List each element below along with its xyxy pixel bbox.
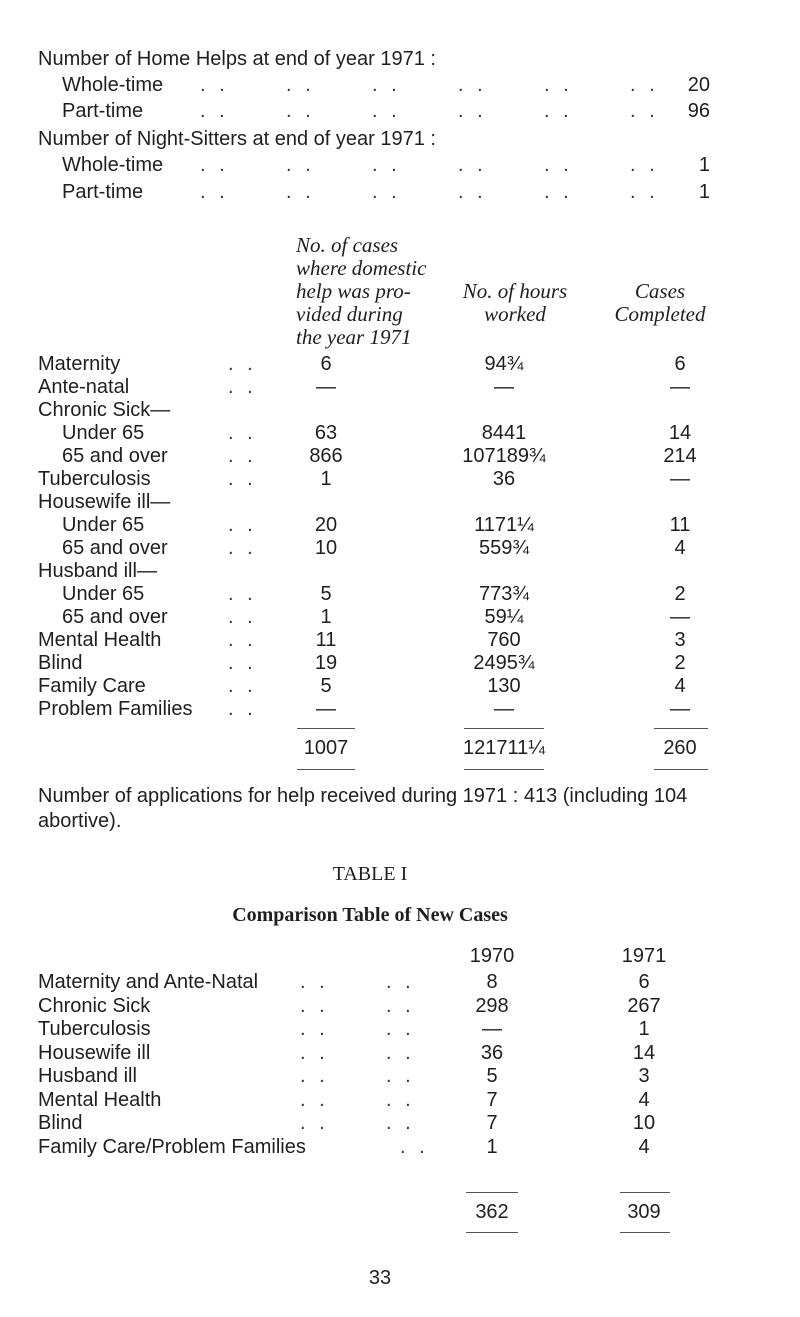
cases-row-label: 65 and over — [62, 445, 168, 467]
table1-row-y1971: 4 — [638, 1089, 650, 1111]
header-hours — [445, 280, 585, 326]
table1-row-y1971: 6 — [638, 971, 650, 993]
leader-dots: . . . . — [300, 1089, 415, 1111]
cases-row-hours: 1171¼ — [474, 514, 534, 536]
table1-totals-rule — [620, 1192, 670, 1193]
table1-total-1971: 309 — [627, 1201, 661, 1223]
cases-row-label: Housewife ill— — [38, 491, 171, 513]
cases-row-hours: 36 — [492, 468, 516, 490]
header-cases — [296, 234, 426, 349]
home-helps-whole-value: 20 — [687, 74, 710, 96]
cases-row-hours: 59¼ — [484, 606, 524, 628]
cases-row-cases: 19 — [314, 652, 338, 674]
leader-dots: . . — [228, 675, 257, 697]
table1-row-y1970: 7 — [486, 1089, 498, 1111]
cases-row-label: Husband ill— — [38, 560, 157, 582]
night-sitters-title: Number of Night-Sitters at end of year 1971 : — [38, 128, 436, 150]
leader-dots: . . — [228, 445, 257, 467]
cases-row-completed: 214 — [663, 445, 697, 467]
table1-row-y1971: 10 — [632, 1112, 656, 1134]
leader-dots: . . — [228, 376, 257, 398]
header-cases-line: the year 1971 — [296, 325, 412, 349]
header-cases-line: where domestic — [296, 256, 427, 280]
cases-row-label: 65 and over — [62, 606, 168, 628]
leader-dots: . . — [228, 606, 257, 628]
cases-row-label: Family Care — [38, 675, 146, 697]
cases-row-completed: 4 — [674, 675, 686, 697]
total-hours: 121711¼ — [463, 737, 545, 759]
table1-title: Comparison Table of New Cases — [232, 904, 508, 926]
table1-totals-rule — [466, 1232, 518, 1233]
leader-dots: . . . . — [300, 1112, 415, 1134]
table1-row-y1970: 1 — [486, 1136, 498, 1158]
cases-row-hours: 773¾ — [478, 583, 530, 605]
leader-dots: . . — [228, 514, 257, 536]
leader-dots: . . — [228, 537, 257, 559]
cases-row-cases: 10 — [314, 537, 338, 559]
header-cases-line: help was pro- — [296, 279, 411, 303]
totals-rule — [654, 769, 708, 770]
cases-row-cases: 5 — [320, 675, 332, 697]
table1-row-label: Family Care/Problem Families — [38, 1136, 306, 1158]
table1-row-y1970: — — [482, 1018, 502, 1040]
leader-dots: . . . . . . . . . . . . — [200, 154, 659, 176]
cases-row-completed: 2 — [674, 652, 686, 674]
table1-row-label: Mental Health — [38, 1089, 162, 1111]
cases-row-completed: 11 — [669, 514, 691, 536]
leader-dots: . . . . — [300, 1042, 415, 1064]
total-cases: 1007 — [303, 737, 349, 759]
header-cases-line: vided during — [296, 302, 403, 326]
total-completed: 260 — [663, 737, 697, 759]
home-helps-whole-label: Whole-time — [62, 74, 164, 96]
cases-row-hours: 2495¾ — [473, 652, 535, 674]
home-helps-part-value: 96 — [687, 100, 710, 122]
table1-row-y1970: 7 — [486, 1112, 498, 1134]
night-sitters-whole-label: Whole-time — [62, 154, 164, 176]
cases-row-completed: 14 — [668, 422, 692, 444]
leader-dots: . . . . — [300, 1065, 415, 1087]
cases-row-label: Ante-natal — [38, 376, 130, 398]
cases-row-label: Under 65 — [62, 514, 145, 536]
table1-row-y1970: 5 — [486, 1065, 498, 1087]
leader-dots: . . . . . . . . . . . . — [200, 74, 659, 96]
cases-row-cases: 20 — [314, 514, 338, 536]
cases-row-completed: — — [670, 606, 690, 628]
night-sitters-whole-value: 1 — [698, 154, 710, 176]
cases-row-cases: 5 — [320, 583, 332, 605]
leader-dots: . . — [228, 583, 257, 605]
table1-row-label: Chronic Sick — [38, 995, 151, 1017]
header-hours-line: No. of hours — [462, 279, 568, 303]
table1-col-1970: 1970 — [469, 945, 515, 967]
table1-label: TABLE I — [332, 863, 408, 885]
totals-rule — [297, 728, 355, 729]
leader-dots: . . — [228, 353, 257, 375]
cases-row-completed: — — [670, 376, 690, 398]
table1-row-y1970: 298 — [475, 995, 509, 1017]
table1-row-y1971: 14 — [632, 1042, 656, 1064]
leader-dots: . . — [228, 629, 257, 651]
page-number: 33 — [368, 1267, 392, 1289]
header-completed — [590, 280, 730, 326]
cases-row-completed: 6 — [674, 353, 686, 375]
cases-row-label: Problem Families — [38, 698, 193, 720]
leader-dots: . . . . . . . . . . . . — [200, 100, 659, 122]
cases-row-completed: 3 — [674, 629, 686, 651]
table1-row-label: Blind — [38, 1112, 83, 1134]
totals-rule — [464, 769, 544, 770]
home-helps-part-label: Part-time — [62, 100, 144, 122]
table1-row-label: Maternity and Ante-Natal — [38, 971, 259, 993]
cases-row-cases: 1 — [320, 606, 332, 628]
table1-row-y1970: 8 — [486, 971, 498, 993]
header-completed-line: Cases — [634, 279, 686, 303]
applications-note: Number of applications for help received during 1971 : 413 (including 104 abortive). — [38, 785, 688, 832]
cases-row-label: Under 65 — [62, 583, 145, 605]
table1-row-y1971: 3 — [638, 1065, 650, 1087]
totals-rule — [297, 769, 355, 770]
leader-dots: . . . . . . . . . . . . — [200, 181, 659, 203]
leader-dots: . . — [228, 652, 257, 674]
table1-totals-rule — [466, 1192, 518, 1193]
cases-row-cases: 6 — [320, 353, 332, 375]
cases-row-cases: 63 — [314, 422, 338, 444]
cases-row-completed: 2 — [674, 583, 686, 605]
leader-dots: . . . . — [300, 1018, 415, 1040]
cases-row-label: Chronic Sick— — [38, 399, 171, 421]
night-sitters-part-value: 1 — [698, 181, 710, 203]
cases-row-completed: — — [670, 468, 690, 490]
leader-dots: . . — [400, 1136, 429, 1158]
table1-row-label: Housewife ill — [38, 1042, 151, 1064]
totals-rule — [464, 728, 544, 729]
cases-row-hours: 107189¾ — [462, 445, 546, 467]
totals-rule — [654, 728, 708, 729]
cases-row-label: Tuberculosis — [38, 468, 151, 490]
header-completed-line: Completed — [614, 302, 706, 326]
table1-row-label: Tuberculosis — [38, 1018, 151, 1040]
night-sitters-part-label: Part-time — [62, 181, 144, 203]
cases-row-cases: 11 — [315, 629, 337, 651]
leader-dots: . . . . — [300, 995, 415, 1017]
cases-row-cases: — — [316, 376, 336, 398]
cases-row-cases: 1 — [320, 468, 332, 490]
cases-row-hours: — — [494, 698, 514, 720]
cases-row-label: Blind — [38, 652, 83, 674]
home-helps-title: Number of Home Helps at end of year 1971 : — [38, 48, 436, 70]
cases-row-label: Under 65 — [62, 422, 145, 444]
table1-row-y1970: 36 — [480, 1042, 504, 1064]
table1-row-y1971: 1 — [638, 1018, 650, 1040]
leader-dots: . . — [228, 468, 257, 490]
cases-row-label: Maternity — [38, 353, 121, 375]
cases-row-completed: — — [670, 698, 690, 720]
cases-row-hours: 760 — [487, 629, 521, 651]
cases-row-hours: 8441 — [481, 422, 527, 444]
table1-total-1970: 362 — [475, 1201, 509, 1223]
cases-row-hours: 559¾ — [478, 537, 530, 559]
cases-row-label: Mental Health — [38, 629, 162, 651]
table1-col-1971: 1971 — [621, 945, 667, 967]
cases-row-label: 65 and over — [62, 537, 168, 559]
header-hours-line: worked — [484, 302, 546, 326]
cases-row-hours: — — [494, 376, 514, 398]
leader-dots: . . — [228, 422, 257, 444]
cases-row-cases: — — [316, 698, 336, 720]
cases-row-hours: 94¾ — [484, 353, 524, 375]
table1-totals-rule — [620, 1232, 670, 1233]
leader-dots: . . — [228, 698, 257, 720]
leader-dots: . . . . — [300, 971, 415, 993]
cases-row-completed: 4 — [674, 537, 686, 559]
cases-row-hours: 130 — [487, 675, 521, 697]
cases-row-cases: 866 — [309, 445, 343, 467]
table1-row-y1971: 4 — [638, 1136, 650, 1158]
header-cases-line: No. of cases — [296, 233, 399, 257]
table1-row-label: Husband ill — [38, 1065, 137, 1087]
table1-row-y1971: 267 — [627, 995, 661, 1017]
